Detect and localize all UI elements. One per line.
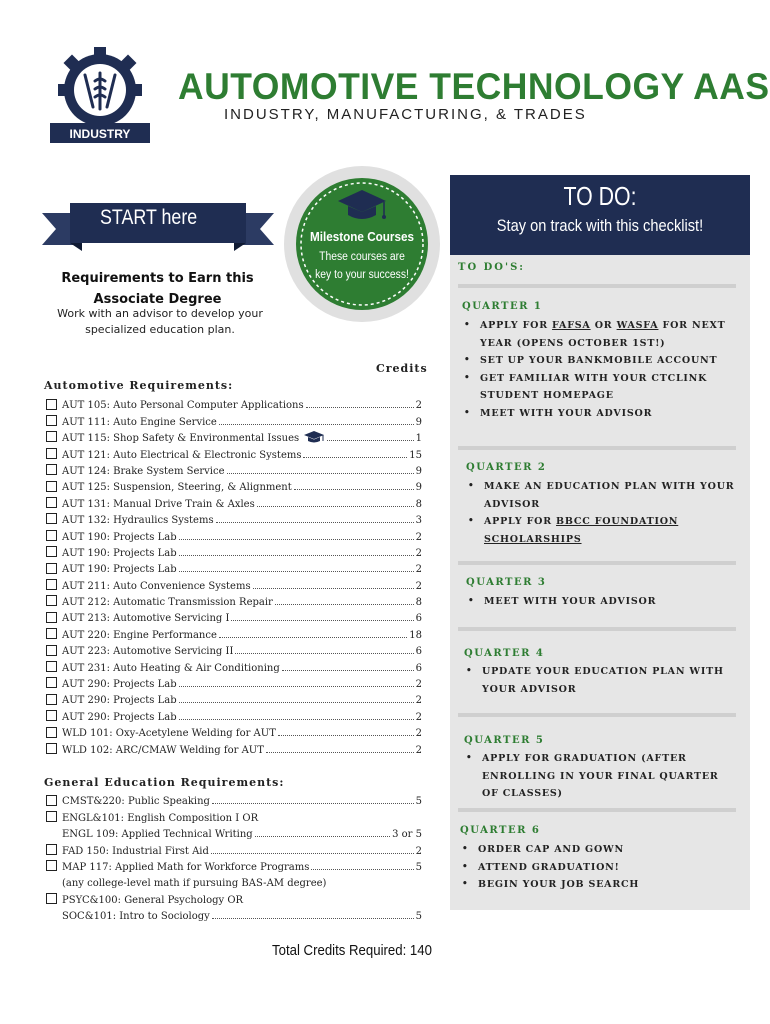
course-credits: 6 bbox=[415, 613, 422, 625]
dot-leader bbox=[294, 489, 414, 490]
course-credits: 2 bbox=[415, 744, 422, 756]
gen-ed-name: MAP 117: Applied Math for Workforce Programs bbox=[62, 861, 310, 873]
todo-item: • APPLY FOR BBCC FOUNDATION SCHOLARSHIPS bbox=[466, 513, 736, 548]
course-name: AUT 290: Projects Lab bbox=[62, 679, 177, 691]
gen-ed-name: PSYC&100: General Psychology OR bbox=[62, 894, 244, 906]
course-checkbox[interactable] bbox=[46, 645, 57, 656]
dot-leader bbox=[327, 440, 414, 441]
course-name: WLD 101: Oxy-Acetylene Welding for AUT bbox=[62, 728, 276, 740]
course-row bbox=[46, 543, 422, 559]
dot-leader bbox=[257, 506, 414, 507]
todo-title: TO DO: bbox=[563, 181, 637, 211]
course-name: AUT 121: Auto Electrical & Electronic Systems bbox=[62, 449, 302, 461]
dot-leader bbox=[179, 702, 414, 703]
quarter-separator bbox=[458, 808, 736, 812]
gen-ed-checkbox[interactable] bbox=[46, 860, 57, 871]
gen-ed-name: (any college-level math if pursuing BAS-AM degree) bbox=[62, 878, 327, 890]
course-checkbox[interactable] bbox=[46, 743, 57, 754]
quarter-task-list bbox=[466, 593, 736, 611]
course-row bbox=[46, 461, 422, 477]
requirements-description bbox=[50, 306, 270, 338]
course-checkbox[interactable] bbox=[46, 694, 57, 705]
course-credits: 2 bbox=[415, 580, 422, 592]
course-row bbox=[46, 706, 422, 722]
gen-ed-row bbox=[46, 873, 422, 889]
course-checkbox[interactable] bbox=[46, 513, 57, 524]
requirements-title bbox=[55, 268, 260, 310]
course-credits: 2 bbox=[415, 728, 422, 740]
requirements-title-line1: Requirements to Earn this bbox=[61, 271, 254, 286]
course-checkbox[interactable] bbox=[46, 727, 57, 738]
todo-item: • BEGIN YOUR JOB SEARCH bbox=[460, 876, 730, 894]
course-row bbox=[46, 624, 422, 640]
course-checkbox[interactable] bbox=[46, 661, 57, 672]
dot-leader bbox=[211, 853, 414, 854]
todo-item: • APPLY FOR FAFSA OR WASFA FOR NEXT YEAR (OPENS OCTOBER 1ST!) bbox=[462, 317, 732, 352]
gen-ed-credits: 3 or 5 bbox=[392, 829, 422, 841]
course-row bbox=[46, 526, 422, 542]
quarter-heading: QUARTER 2 bbox=[466, 462, 547, 473]
page-subtitle: INDUSTRY, MANUFACTURING, & TRADES bbox=[224, 106, 587, 123]
course-name: WLD 102: ARC/CMAW Welding for AUT bbox=[62, 744, 264, 756]
course-credits: 9 bbox=[415, 416, 422, 428]
course-name: AUT 190: Projects Lab bbox=[62, 547, 177, 559]
quarter-task-list bbox=[466, 478, 736, 548]
course-checkbox[interactable] bbox=[46, 415, 57, 426]
course-row bbox=[46, 723, 422, 739]
course-name: AUT 190: Projects Lab bbox=[62, 531, 177, 543]
course-credits: 2 bbox=[415, 531, 422, 543]
milestone-title: Milestone Courses bbox=[309, 229, 415, 244]
course-name: AUT 132: Hydraulics Systems bbox=[62, 515, 214, 527]
dot-leader bbox=[311, 869, 413, 870]
milestone-text bbox=[306, 248, 418, 284]
gen-ed-checkbox[interactable] bbox=[46, 795, 57, 806]
dot-leader bbox=[282, 670, 414, 671]
quarter-task-list bbox=[462, 317, 732, 422]
dot-leader bbox=[219, 424, 414, 425]
course-checkbox[interactable] bbox=[46, 464, 57, 475]
automotive-requirements-heading: Automotive Requirements: bbox=[44, 379, 234, 392]
quarter-heading: QUARTER 6 bbox=[460, 825, 541, 836]
quarter-separator bbox=[458, 446, 736, 450]
quarter-heading: QUARTER 4 bbox=[464, 648, 545, 659]
course-checkbox[interactable] bbox=[46, 579, 57, 590]
dot-leader bbox=[216, 522, 414, 523]
todo-item: • GET FAMILIAR WITH YOUR CTCLINK STUDENT HOMEPAGE bbox=[462, 370, 732, 405]
dot-leader bbox=[219, 637, 407, 638]
course-row bbox=[46, 575, 422, 591]
course-checkbox[interactable] bbox=[46, 399, 57, 410]
gen-ed-checkbox[interactable] bbox=[46, 893, 57, 904]
dot-leader bbox=[235, 653, 413, 654]
gen-ed-row bbox=[46, 840, 422, 856]
course-credits: 2 bbox=[415, 695, 422, 707]
course-row bbox=[46, 559, 422, 575]
industry-gear-logo bbox=[45, 45, 155, 150]
course-credits: 1 bbox=[415, 433, 422, 445]
course-name: AUT 125: Suspension, Steering, & Alignment bbox=[62, 482, 292, 494]
quarter-separator bbox=[458, 627, 736, 631]
gen-ed-row bbox=[46, 906, 422, 922]
general-education-list bbox=[46, 791, 422, 922]
course-checkbox[interactable] bbox=[46, 628, 57, 639]
course-row bbox=[46, 411, 422, 427]
gen-ed-row bbox=[46, 889, 422, 905]
course-credits: 8 bbox=[415, 597, 422, 609]
course-credits: 9 bbox=[415, 482, 422, 494]
course-credits: 2 bbox=[415, 711, 422, 723]
todo-item: • ATTEND GRADUATION! bbox=[460, 859, 730, 877]
course-credits: 2 bbox=[415, 564, 422, 576]
page-title: AUTOMOTIVE TECHNOLOGY AAS bbox=[178, 66, 770, 107]
course-name: AUT 290: Projects Lab bbox=[62, 711, 177, 723]
todo-item: • MAKE AN EDUCATION PLAN WITH YOUR ADVISOR bbox=[466, 478, 736, 513]
course-checkbox[interactable] bbox=[46, 563, 57, 574]
dot-leader bbox=[179, 571, 414, 572]
course-credits: 2 bbox=[415, 400, 422, 412]
course-row bbox=[46, 674, 422, 690]
todo-item: • APPLY FOR GRADUATION (AFTER ENROLLING IN YOUR FINAL QUARTER OF CLASSES) bbox=[464, 750, 734, 803]
todo-item: • SET UP YOUR BANKMOBILE ACCOUNT bbox=[462, 352, 732, 370]
course-row bbox=[46, 428, 422, 444]
course-row bbox=[46, 690, 422, 706]
course-row bbox=[46, 739, 422, 755]
gen-ed-checkbox[interactable] bbox=[46, 844, 57, 855]
gen-ed-name: FAD 150: Industrial First Aid bbox=[62, 845, 209, 857]
gen-ed-credits: 5 bbox=[415, 911, 422, 923]
course-row bbox=[46, 444, 422, 460]
gen-ed-name: SOC&101: Intro to Sociology bbox=[62, 911, 210, 923]
quarter-task-list bbox=[464, 663, 734, 698]
gen-ed-credits: 5 bbox=[415, 796, 422, 808]
todo-item: • MEET WITH YOUR ADVISOR bbox=[462, 405, 732, 423]
general-education-heading: General Education Requirements: bbox=[44, 776, 285, 789]
course-name: AUT 115: Shop Safety & Environmental Issues bbox=[62, 433, 300, 445]
course-credits: 6 bbox=[415, 662, 422, 674]
course-checkbox[interactable] bbox=[46, 431, 57, 442]
dot-leader bbox=[179, 539, 414, 540]
dot-leader bbox=[179, 686, 414, 687]
course-name: AUT 124: Brake System Service bbox=[62, 465, 225, 477]
dot-leader bbox=[306, 407, 414, 408]
quarter-task-list bbox=[464, 750, 734, 803]
course-name: AUT 212: Automatic Transmission Repair bbox=[62, 597, 273, 609]
course-name: AUT 213: Automotive Servicing I bbox=[62, 613, 230, 625]
dot-leader bbox=[275, 604, 414, 605]
dot-leader bbox=[212, 918, 414, 919]
course-checkbox[interactable] bbox=[46, 448, 57, 459]
todos-label: TO DO'S: bbox=[458, 262, 525, 273]
milestone-text-line1: These courses are bbox=[319, 251, 405, 263]
gen-ed-checkbox[interactable] bbox=[46, 811, 57, 822]
gen-ed-row bbox=[46, 824, 422, 840]
course-credits: 18 bbox=[409, 629, 422, 641]
course-name: AUT 290: Projects Lab bbox=[62, 695, 177, 707]
dot-leader bbox=[303, 457, 407, 458]
course-row bbox=[46, 395, 422, 411]
course-checkbox[interactable] bbox=[46, 612, 57, 623]
course-credits: 2 bbox=[415, 679, 422, 691]
requirements-desc-line1: Work with an advisor to develop your bbox=[57, 307, 263, 320]
course-checkbox[interactable] bbox=[46, 710, 57, 721]
course-checkbox[interactable] bbox=[46, 481, 57, 492]
start-here-label: START here bbox=[100, 206, 198, 229]
dot-leader bbox=[227, 473, 414, 474]
course-name: AUT 231: Auto Heating & Air Conditioning bbox=[62, 662, 280, 674]
dot-leader bbox=[179, 719, 414, 720]
course-row bbox=[46, 641, 422, 657]
course-checkbox[interactable] bbox=[46, 546, 57, 557]
gen-ed-row bbox=[46, 857, 422, 873]
gen-ed-credits: 2 bbox=[415, 845, 422, 857]
dot-leader bbox=[179, 555, 414, 556]
course-name: AUT 111: Auto Engine Service bbox=[62, 416, 217, 428]
course-name: AUT 131: Manual Drive Train & Axles bbox=[62, 498, 255, 510]
course-checkbox[interactable] bbox=[46, 595, 57, 606]
course-row bbox=[46, 493, 422, 509]
course-row bbox=[46, 657, 422, 673]
course-credits: 6 bbox=[415, 646, 422, 658]
todo-subtitle: Stay on track with this checklist! bbox=[496, 216, 704, 235]
course-row bbox=[46, 592, 422, 608]
course-name: AUT 211: Auto Convenience Systems bbox=[62, 580, 251, 592]
course-row bbox=[46, 510, 422, 526]
milestone-cap-icon bbox=[303, 430, 325, 444]
course-row bbox=[46, 477, 422, 493]
dot-leader bbox=[212, 803, 414, 804]
dot-leader bbox=[255, 836, 390, 837]
course-name: AUT 223: Automotive Servicing II bbox=[62, 646, 234, 658]
total-credits: Total Credits Required: 140 bbox=[272, 942, 432, 959]
milestone-badge bbox=[282, 164, 442, 324]
quarter-separator bbox=[458, 713, 736, 717]
automotive-course-list bbox=[46, 395, 422, 756]
logo-text: INDUSTRY bbox=[69, 127, 131, 141]
quarter-heading: QUARTER 5 bbox=[464, 735, 545, 746]
quarter-heading: QUARTER 1 bbox=[462, 301, 543, 312]
quarter-heading: QUARTER 3 bbox=[466, 577, 547, 588]
gen-ed-row bbox=[46, 807, 422, 823]
dot-leader bbox=[231, 620, 413, 621]
gen-ed-row bbox=[46, 791, 422, 807]
gen-ed-name: CMST&220: Public Speaking bbox=[62, 796, 210, 808]
dot-leader bbox=[278, 735, 414, 736]
course-name: AUT 220: Engine Performance bbox=[62, 629, 217, 641]
gen-ed-name: ENGL 109: Applied Technical Writing bbox=[62, 829, 253, 841]
todo-item: • ORDER CAP AND GOWN bbox=[460, 841, 730, 859]
course-name: AUT 190: Projects Lab bbox=[62, 564, 177, 576]
course-credits: 2 bbox=[415, 547, 422, 559]
quarter-separator bbox=[458, 284, 736, 288]
course-name: AUT 105: Auto Personal Computer Applications bbox=[62, 400, 304, 412]
credits-header: Credits bbox=[376, 362, 428, 375]
todo-item: • MEET WITH YOUR ADVISOR bbox=[466, 593, 736, 611]
course-credits: 15 bbox=[409, 449, 422, 461]
quarter-task-list bbox=[460, 841, 730, 894]
course-credits: 9 bbox=[415, 465, 422, 477]
course-checkbox[interactable] bbox=[46, 530, 57, 541]
dot-leader bbox=[253, 588, 414, 589]
course-credits: 3 bbox=[415, 515, 422, 527]
quarter-separator bbox=[458, 561, 736, 565]
course-credits: 8 bbox=[415, 498, 422, 510]
course-checkbox[interactable] bbox=[46, 677, 57, 688]
course-row bbox=[46, 608, 422, 624]
requirements-desc-line2: specialized education plan. bbox=[85, 323, 235, 336]
gen-ed-credits: 5 bbox=[415, 861, 422, 873]
course-checkbox[interactable] bbox=[46, 497, 57, 508]
dot-leader bbox=[266, 752, 414, 753]
todo-item: • UPDATE YOUR EDUCATION PLAN WITH YOUR ADVISOR bbox=[464, 663, 734, 698]
milestone-text-line2: key to your success! bbox=[315, 269, 409, 281]
requirements-title-line2: Associate Degree bbox=[93, 292, 222, 307]
gen-ed-name: ENGL&101: English Composition I OR bbox=[62, 812, 259, 824]
